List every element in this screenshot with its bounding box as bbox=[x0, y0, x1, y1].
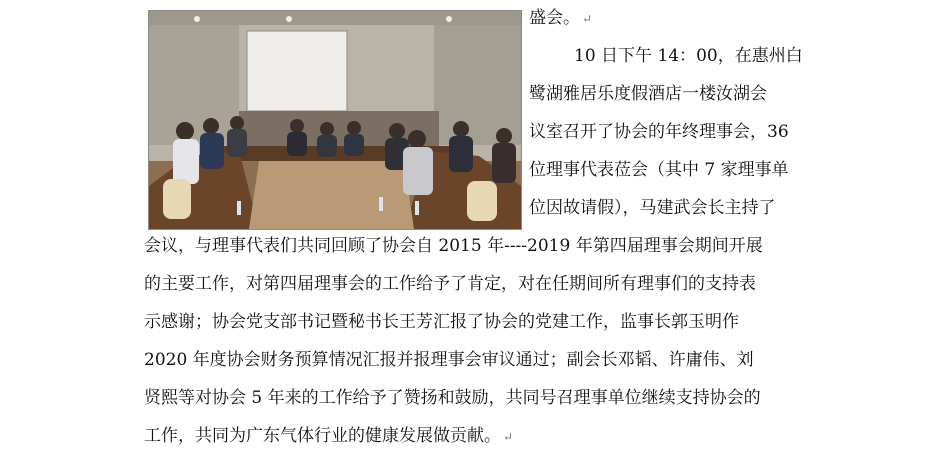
text-line-11: 贤熙等对协会 5 年来的工作给予了赞扬和鼓励，共同号召理事单位继续支持协会的 bbox=[144, 388, 761, 408]
text-line-8: 的主要工作，对第四届理事会的工作给予了肯定，对在任期间所有理事们的支持表 bbox=[144, 274, 756, 294]
text-line-4: 议室召开了协会的年终理事会，36 bbox=[529, 122, 789, 142]
paragraph-mark-icon: ↵ bbox=[582, 12, 593, 26]
text-line-9: 示感谢；协会党支部书记暨秘书长王芳汇报了协会的党建工作，监事长郭玉明作 bbox=[144, 312, 739, 332]
text-line-3: 鹭湖雅居乐度假酒店一楼汝湖会 bbox=[529, 84, 767, 104]
text-line-6: 位因故请假），马建武会长主持了 bbox=[529, 198, 776, 218]
text-line-12: 工作，共同为广东气体行业的健康发展做贡献。 ↵ bbox=[144, 426, 514, 446]
meeting-photo bbox=[148, 10, 522, 230]
text-line-2: 10 日下午 14：00，在惠州白 bbox=[574, 46, 803, 66]
text-line-5: 位理事代表莅会（其中 7 家理事单 bbox=[529, 160, 789, 180]
text-line-7: 会议，与理事代表们共同回顾了协会自 2015 年----2019 年第四届理事会期间开展 bbox=[144, 236, 763, 256]
paragraph-mark-icon: ↵ bbox=[503, 430, 514, 444]
text-line-1: 盛会。 ↵ bbox=[529, 8, 593, 28]
text-line-10: 2020 年度协会财务预算情况汇报并报理事会审议通过；副会长邓韬、许庸伟、刘 bbox=[144, 350, 754, 370]
